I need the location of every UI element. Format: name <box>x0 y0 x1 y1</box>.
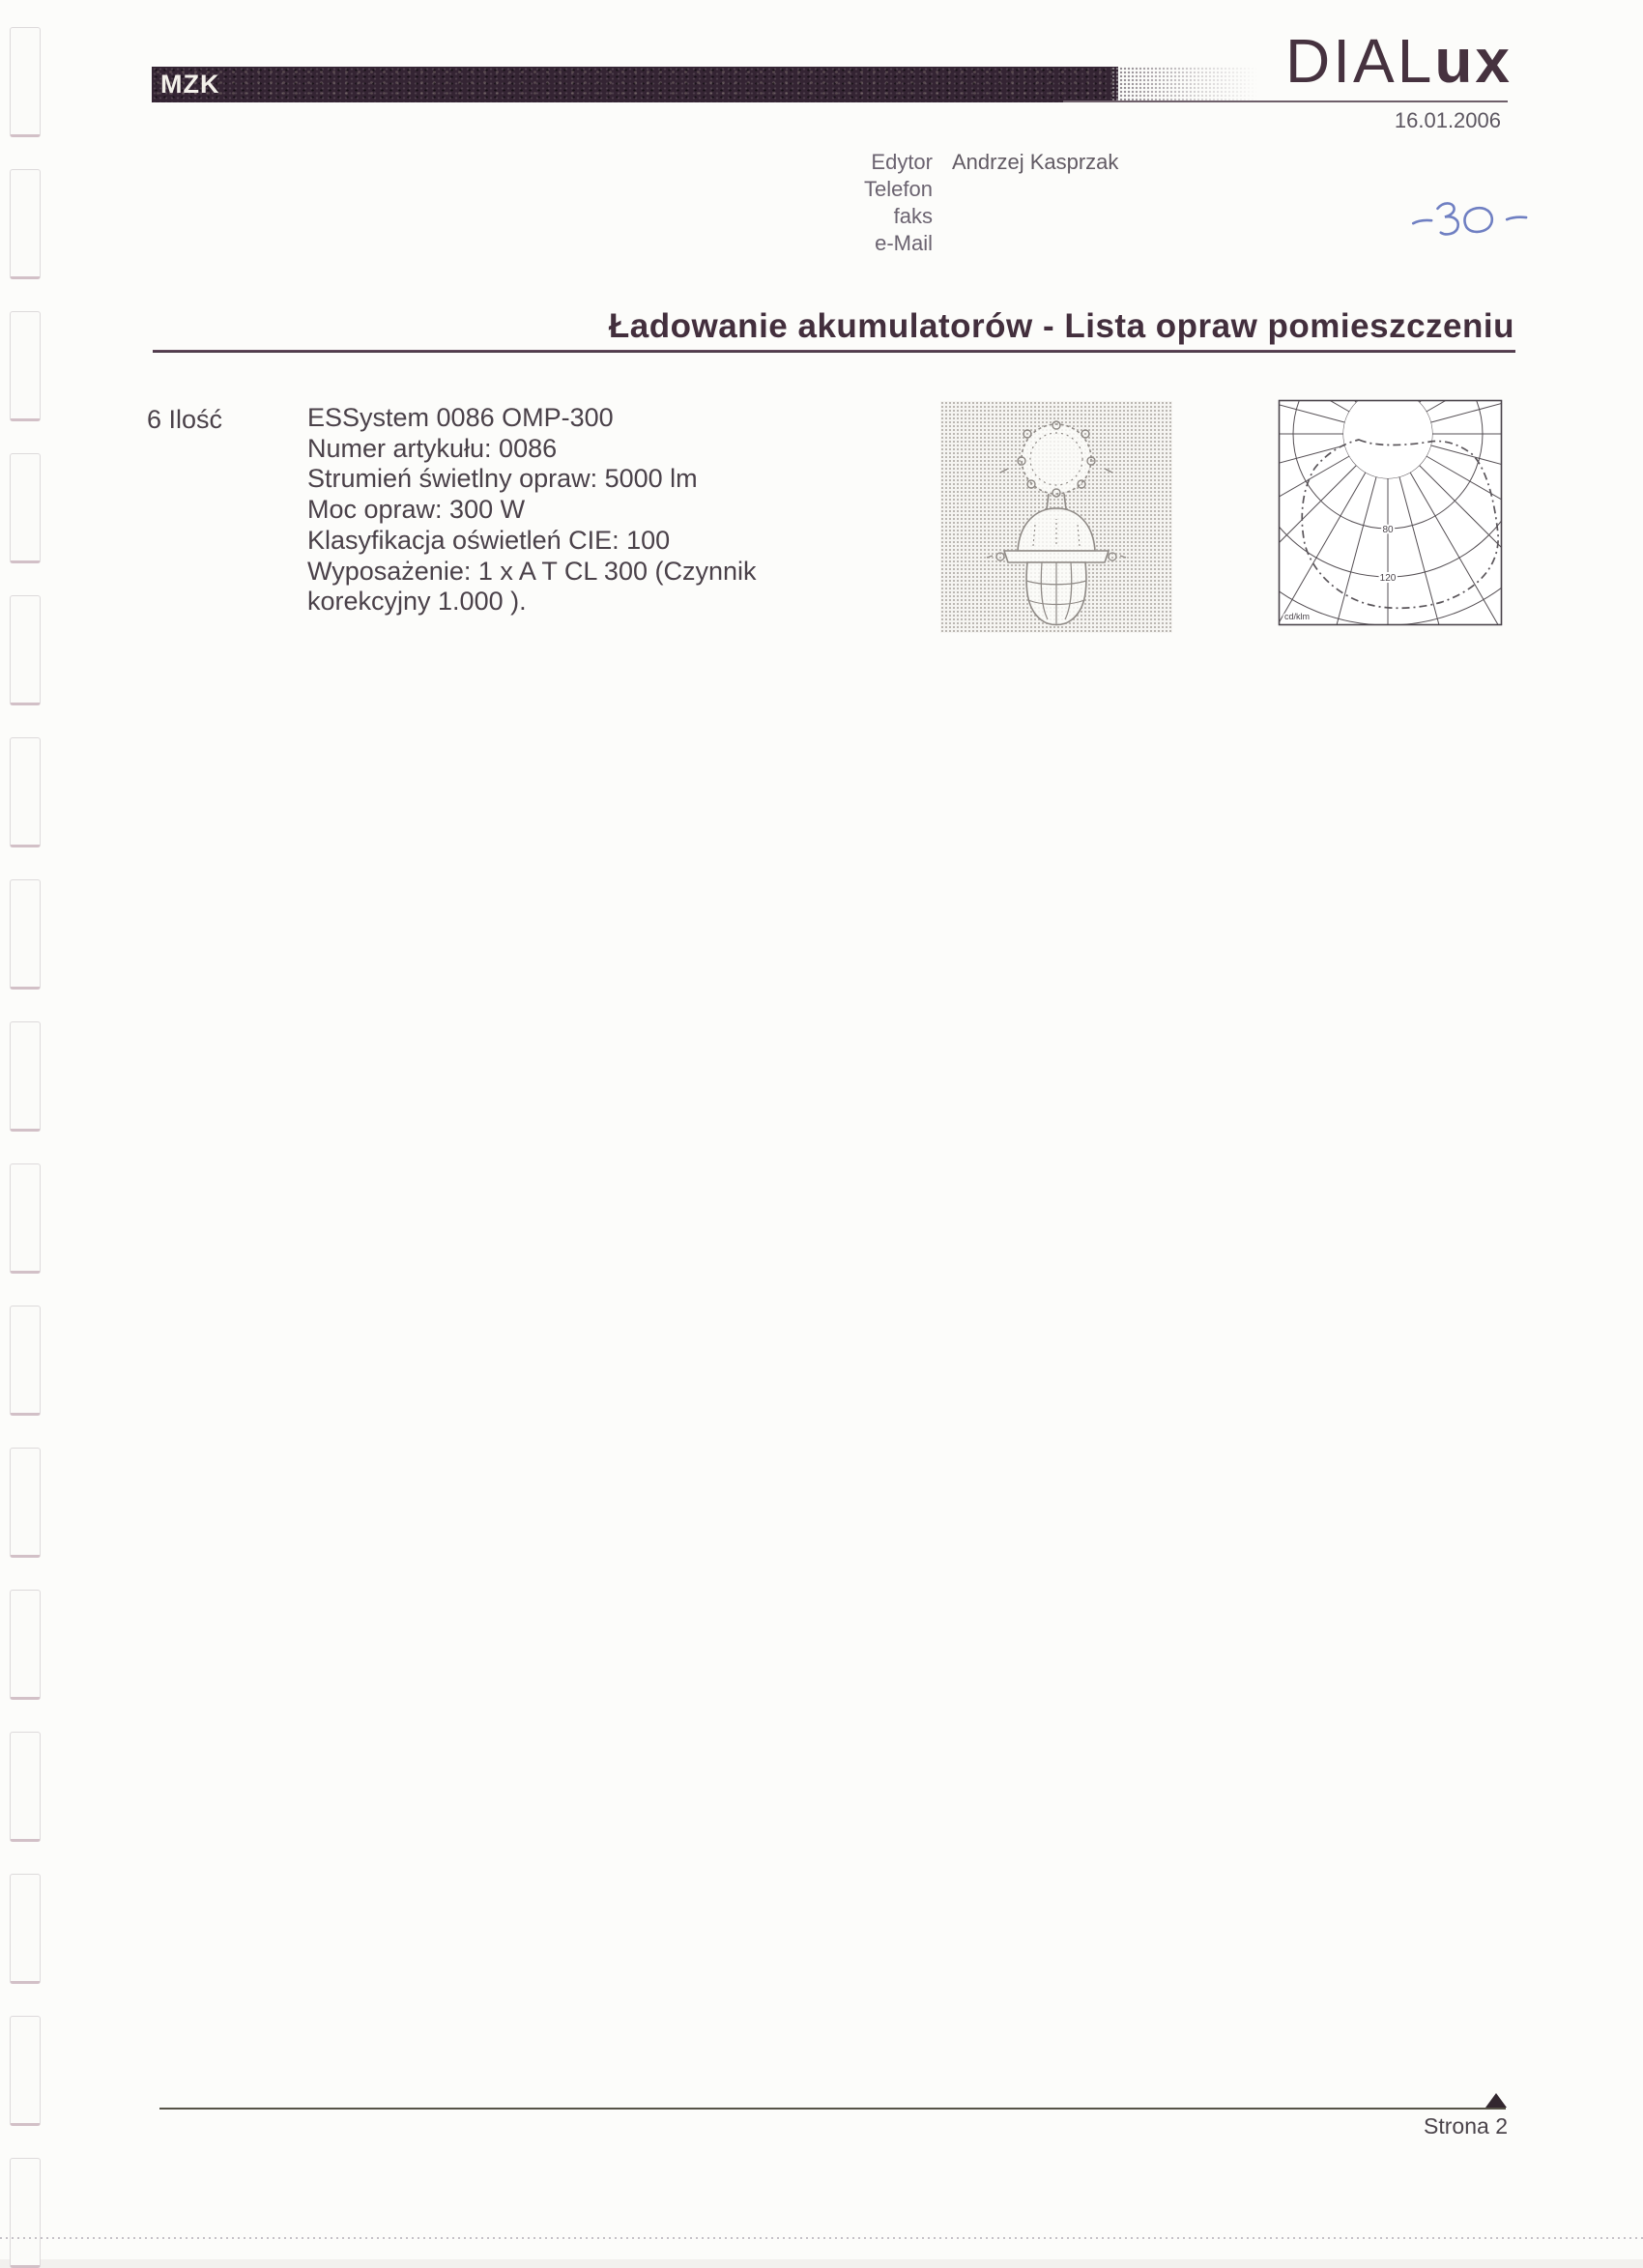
editor-value: Andrzej Kasprzak <box>952 150 1119 174</box>
fax-label: faks <box>893 204 933 228</box>
editor-label: Edytor <box>871 150 933 174</box>
spec-line: Klasyfikacja oświetleń CIE: 100 <box>307 525 671 555</box>
dialux-logo <box>1285 27 1513 95</box>
editor-row <box>677 204 1256 230</box>
luminaire-sketch <box>940 401 1172 633</box>
binding-hole <box>10 2158 41 2268</box>
org-label: MZK <box>160 70 220 99</box>
editor-row <box>677 150 1256 176</box>
triangle-marker-icon <box>1485 2093 1507 2108</box>
spec-line: Numer artykułu: 0086 <box>307 433 558 463</box>
binding-hole <box>10 1163 41 1274</box>
binding-hole <box>10 595 41 705</box>
binding-hole <box>10 311 41 421</box>
title-underline <box>153 350 1515 353</box>
dialux-logo-thin: DIAL <box>1285 26 1435 96</box>
phone-label: Telefon <box>864 177 933 201</box>
logo-underline <box>1063 100 1508 102</box>
page-number: Strona 2 <box>1424 2113 1508 2139</box>
dialux-logo-bold: ux <box>1434 26 1513 96</box>
binding-hole <box>10 2016 41 2126</box>
polar-unit-label: cd/klm <box>1284 612 1311 621</box>
luminaire-photo <box>940 401 1172 633</box>
editor-row <box>677 231 1256 257</box>
binding-hole <box>10 1021 41 1132</box>
org-header-bar <box>152 67 1118 102</box>
binding-hole <box>10 1448 41 1558</box>
binding-hole <box>10 1306 41 1416</box>
spec-line: Moc opraw: 300 W <box>307 495 526 525</box>
ring-label-120: 120 <box>1379 573 1397 584</box>
polar-diagram <box>1278 399 1503 626</box>
editor-row <box>677 177 1256 203</box>
handwriting-strokes <box>1408 192 1536 244</box>
binding-hole <box>10 1732 41 1842</box>
footer-rule <box>159 2108 1506 2110</box>
scan-bottom-edge <box>0 2237 1643 2239</box>
binding-hole <box>10 169 41 279</box>
spec-line: Strumień świetlny opraw: 5000 lm <box>307 464 698 494</box>
spec-line: Wyposażenie: 1 x A T CL 300 (Czynnik <box>307 556 757 586</box>
report-date: 16.01.2006 <box>1394 108 1501 132</box>
binding-hole <box>10 453 41 563</box>
email-label: e-Mail <box>875 231 933 255</box>
org-header-bar-fade <box>1111 67 1266 102</box>
binding-hole <box>10 1874 41 1984</box>
quantity-label: 6 Ilość <box>147 405 223 434</box>
binding-hole <box>10 737 41 847</box>
page-title: Ładowanie akumulatorów - Lista opraw pomieszczeniu <box>608 307 1514 345</box>
ring-label-80: 80 <box>1382 525 1394 535</box>
binding-hole <box>10 1590 41 1700</box>
luminaire-specs <box>307 403 757 617</box>
polar-diagram-svg <box>1278 399 1503 626</box>
spec-line: korekcyjny 1.000 ). <box>307 587 527 617</box>
spec-line: ESSystem 0086 OMP-300 <box>307 403 614 432</box>
binding-hole <box>10 27 41 137</box>
binding-hole <box>10 879 41 990</box>
handwritten-page-number <box>1408 192 1536 244</box>
